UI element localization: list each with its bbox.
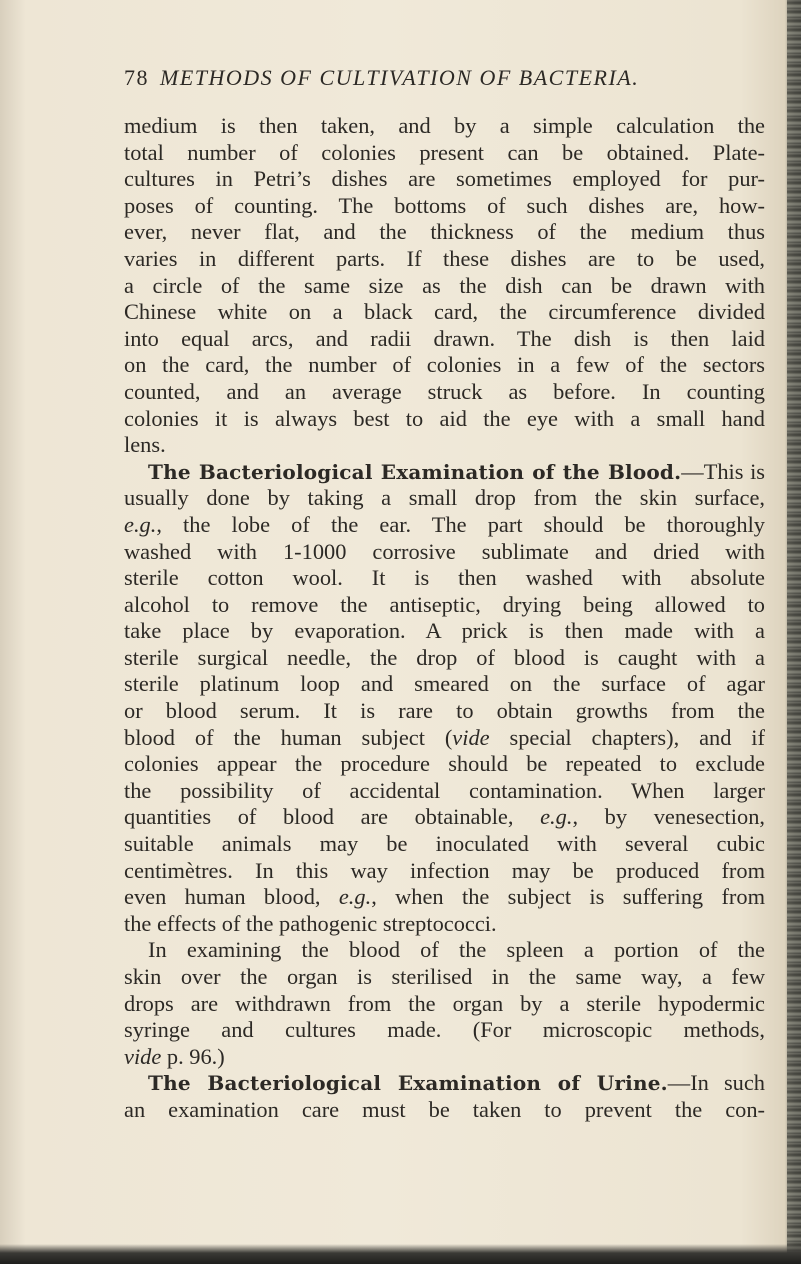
text-line: sterile cotton wool. It is then washed with absolute: [124, 565, 765, 591]
text-line: e.g., the lobe of the ear. The part should be thoroughly: [124, 511, 765, 537]
text-line: a circle of the same size as the dish can be drawn with: [124, 272, 765, 298]
text-line: In examining the blood of the spleen a portion of the: [148, 937, 765, 963]
running-header: [124, 65, 639, 91]
page-stack-edge: [787, 0, 801, 1264]
text-line: usually done by taking a small drop from the skin surface,: [124, 485, 765, 511]
text-line: washed with 1-1000 corrosive sublimate and dried with: [124, 538, 765, 564]
text-line: an examination care must be taken to prevent the con-: [124, 1096, 765, 1122]
text-line: or blood serum. It is rare to obtain growths from the: [124, 698, 765, 724]
text-line: the possibility of accidental contamination. When larger: [124, 777, 765, 803]
text-line: skin over the organ is sterilised in the same way, a few: [124, 964, 765, 989]
text-line: suitable animals may be inoculated with several cubic: [124, 831, 765, 857]
text-line: into equal arcs, and radii drawn. The dish is then laid: [124, 325, 765, 351]
text-line: colonies appear the procedure should be repeated to exclude: [124, 751, 765, 777]
text-line: quantities of blood are obtainable, e.g., by venesection,: [124, 804, 765, 830]
text-line: drops are withdrawn from the organ by a sterile hypodermic: [124, 990, 765, 1016]
text-line: ever, never flat, and the thickness of the medium thus: [124, 219, 765, 245]
text-line: sterile platinum loop and smeared on the surface of agar: [124, 671, 765, 697]
text-line: even human blood, e.g., when the subject is suffering from: [124, 884, 765, 910]
text-line: the effects of the pathogenic streptococci.: [124, 910, 497, 936]
text-line: vide p. 96.): [124, 1043, 225, 1069]
body-text: [124, 113, 765, 1124]
running-title: METHODS OF CULTIVATION OF BACTERIA.: [160, 65, 640, 90]
section-heading-urine: The Bacteriological Examination of Urine.: [148, 1071, 668, 1096]
text-line: sterile surgical needle, the drop of blood is caught with a: [124, 644, 765, 670]
page-bottom-shadow: [0, 1244, 801, 1264]
text-line: centimètres. In this way infection may be produced from: [124, 857, 765, 883]
text-line: alcohol to remove the antiseptic, drying being allowed to: [124, 591, 765, 617]
text-line: take place by evaporation. A prick is then made with a: [124, 618, 765, 644]
text-line: blood of the human subject (vide special chapters), and if: [124, 724, 765, 750]
text-line: total number of colonies present can be obtained. Plate-: [124, 139, 765, 165]
text-line: cultures in Petri’s dishes are sometimes employed for pur-: [124, 166, 765, 192]
page-number: 78: [124, 65, 149, 90]
section-heading-line: The Bacteriological Examination of the Blood.—This is: [148, 458, 766, 484]
text-line: medium is then taken, and by a simple calculation the: [124, 113, 765, 138]
text-line: poses of counting. The bottoms of such dishes are, how-: [124, 192, 765, 218]
text-line: lens.: [124, 432, 166, 458]
text-line: Chinese white on a black card, the circumference divided: [124, 299, 765, 325]
text-line: colonies it is always best to aid the eye with a small hand: [124, 405, 765, 431]
text-line: on the card, the number of colonies in a few of the sectors: [124, 352, 765, 378]
section-heading-blood: The Bacteriological Examination of the Blood.: [148, 459, 682, 484]
text-line: varies in different parts. If these dishes are to be used,: [124, 245, 765, 271]
text-line: syringe and cultures made. (For microscopic methods,: [124, 1017, 765, 1043]
section-heading-line: The Bacteriological Examination of Urine.—In such: [148, 1070, 765, 1096]
text-line: counted, and an average struck as before. In counting: [124, 378, 765, 404]
